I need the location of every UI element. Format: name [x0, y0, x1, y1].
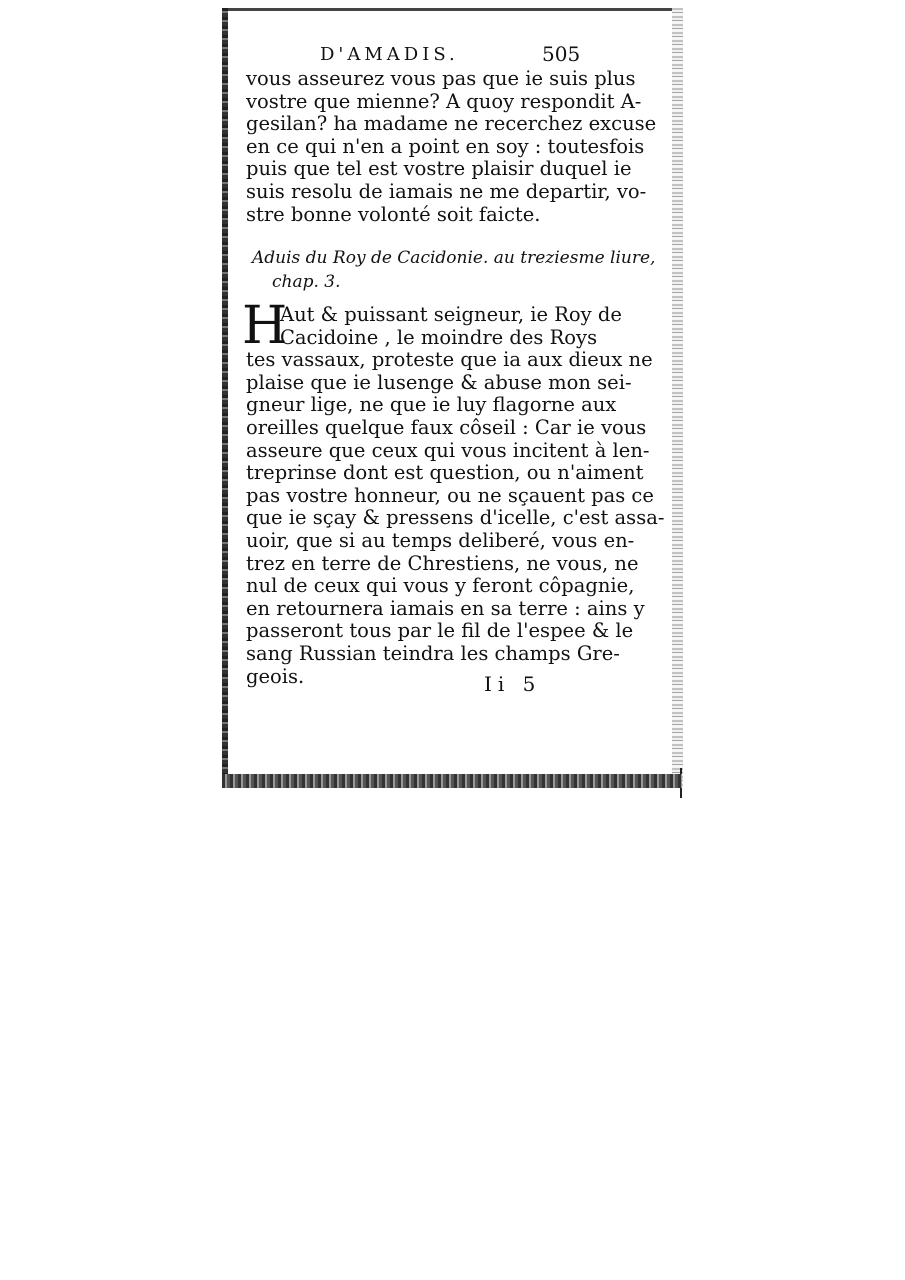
text-line: Aut & puissant seigneur, ie Roy de [280, 303, 622, 326]
text-line: en ce qui n'en a point en soy : toutesfois [246, 134, 645, 158]
text-line: suis resolu de iamais ne me departir, vo- [246, 179, 647, 203]
scan-edge-bottom [222, 774, 682, 788]
text-line: tes vassaux, proteste que ia aux dieux ne [246, 348, 653, 372]
text-line: vous asseurez vous pas que ie suis plus [246, 67, 636, 90]
book-page [222, 8, 683, 788]
text-line: Cacidoine , le moindre des Roys [280, 325, 598, 349]
text-line: que ie sçay & pressens d'icelle, c'est assa- [246, 506, 665, 530]
text-line: pas vostre honneur, ou ne sçauent pas ce [246, 483, 654, 507]
text-line: gesilan? ha madame ne recerchez excuse [246, 112, 657, 136]
text-line: en retournera iamais en sa terre : ains y [246, 596, 645, 620]
text-line: stre bonne volonté soit faicte. [246, 202, 541, 226]
running-title: D'AMADIS. [320, 44, 459, 65]
text-line: vostre que mienne? A quoy respondit A- [246, 89, 642, 113]
text-line: asseure que ceux qui vous incitent à len- [246, 438, 650, 462]
text-line: passeront tous par le fil de l'espee & le [246, 619, 634, 643]
text-line: geois. [246, 664, 305, 688]
page-number: 505 [542, 42, 581, 66]
text-line: puis que tel est vostre plaisir duquel ie [246, 157, 632, 181]
heading-line: chap. 3. [272, 272, 341, 292]
paragraph-advice [242, 296, 665, 688]
scan-edge-left [222, 8, 228, 788]
text-line: oreilles quelque faux côseil : Car ie vous [246, 415, 647, 439]
drop-cap: H [242, 296, 288, 356]
text-line: uoir, que si au temps deliberé, vous en- [246, 528, 635, 552]
text-line: gneur lige, ne que ie luy flagorne aux [246, 393, 617, 417]
scan-edge-right [672, 8, 683, 788]
scan-edge-top [228, 8, 672, 11]
signature-mark: Ii 5 [484, 672, 542, 696]
paragraph-continued [246, 67, 657, 226]
text-line: plaise que ie lusenge & abuse mon sei- [246, 370, 632, 394]
text-line: treprinse dont est question, ou n'aiment [246, 461, 644, 485]
heading-line: Aduis du Roy de Cacidonie. au treziesme liure, [252, 248, 656, 268]
text-line: nul de ceux qui vous y feront côpagnie, [246, 574, 635, 598]
text-line: trez en terre de Chrestiens, ne vous, ne [246, 551, 639, 575]
section-heading [252, 246, 655, 294]
text-line: sang Russian teindra les champs Gre- [246, 641, 620, 665]
